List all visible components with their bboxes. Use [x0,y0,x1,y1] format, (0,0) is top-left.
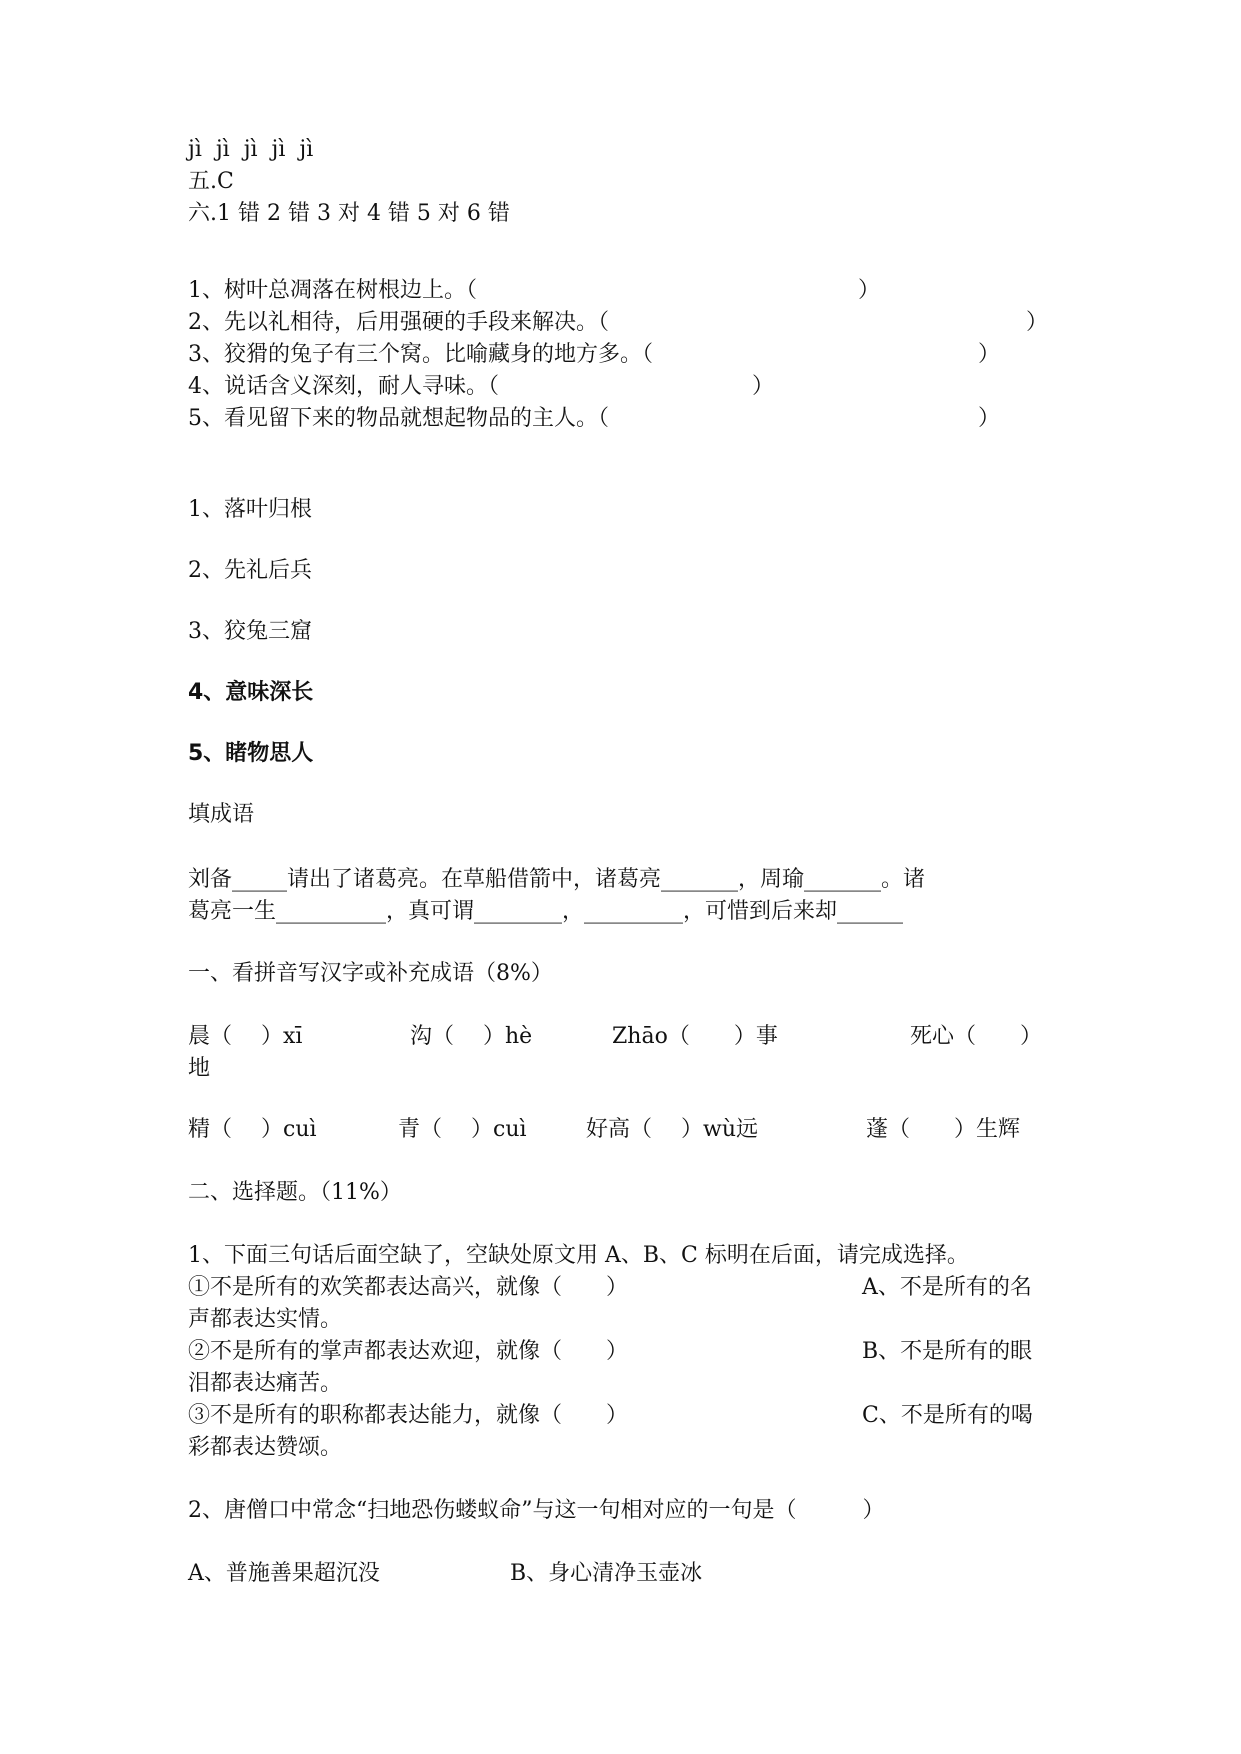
question-1-option: B、不是所有的眼 [862,1339,1033,1364]
definition-line: 4、说话含义深刻，耐人寻味。（ [188,374,499,399]
fill-paragraph-line: 刘备_____请出了诸葛亮。在草船借箭中，诸葛亮_______，周瑜_______。诸 [188,867,926,892]
pinyin-item: 晨（ ）xī [188,1024,303,1049]
pinyin-item: 青（ ）cuì [398,1117,527,1142]
pinyin-item-wrap: 地 [188,1056,211,1081]
question-2-option-a: A、普施善果超沉没 [188,1561,380,1586]
question-1-option: A、不是所有的名 [862,1275,1032,1300]
question-1-option-wrap: 泪都表达痛苦。 [188,1371,343,1396]
idiom-answer: 4、意味深长 [188,680,314,705]
question-2: 2、唐僧口中常念“扫地恐伤蝼蚁命”与这一句相对应的一句是（ ） [188,1498,885,1523]
definition-close-paren: ） [1026,310,1049,335]
answer-five: 五.C [188,169,234,194]
definition-close-paren: ） [752,374,775,399]
section1-title: 一、看拼音写汉字或补充成语（8%） [188,961,553,986]
question-1-option-wrap: 彩都表达赞颂。 [188,1435,343,1460]
definition-line: 2、先以礼相待，后用强硬的手段来解决。（ [188,310,609,335]
answer-six: 六.1 错 2 错 3 对 4 错 5 对 6 错 [188,201,510,226]
idiom-answer: 1、落叶归根 [188,497,312,522]
fill-title: 填成语 [188,802,255,827]
pinyin-item: 好高（ ）wù远 [586,1117,758,1142]
definition-line: 1、树叶总凋落在树根边上。（ [188,278,477,303]
question-1-option-wrap: 声都表达实情。 [188,1307,343,1332]
pinyin-item: 蓬（ ）生辉 [866,1117,1021,1142]
section2-title: 二、选择题。（11%） [188,1180,402,1205]
question-1-intro: 1、下面三句话后面空缺了，空缺处原文用 A、B、C 标明在后面，请完成选择。 [188,1243,969,1268]
definition-close-paren: ） [978,342,1001,367]
definition-close-paren: ） [978,406,1001,431]
definition-close-paren: ） [858,278,881,303]
definition-line: 5、看见留下来的物品就想起物品的主人。（ [188,406,609,431]
fill-paragraph-line: 葛亮一生__________，真可谓________，_________，可惜到后来却______ [188,899,904,924]
question-1-item: ①不是所有的欢笑都表达高兴，就像（ ） [188,1275,629,1300]
idiom-answer: 5、睹物思人 [188,741,314,766]
question-1-option: C、不是所有的喝 [862,1403,1033,1428]
question-1-item: ③不是所有的职称都表达能力，就像（ ） [188,1403,629,1428]
idiom-answer: 2、先礼后兵 [188,558,312,583]
pinyin-answers: jì jì jì jì jì [188,137,314,162]
definition-line: 3、狡猾的兔子有三个窝。比喻藏身的地方多。（ [188,342,653,367]
pinyin-item: 死心（ ） [910,1024,1043,1049]
pinyin-item: Zhāo（ ）事 [612,1024,778,1049]
idiom-answer: 3、狡兔三窟 [188,619,312,644]
pinyin-item: 精（ ）cuì [188,1117,317,1142]
pinyin-item: 沟（ ）hè [410,1024,533,1049]
question-1-item: ②不是所有的掌声都表达欢迎，就像（ ） [188,1339,629,1364]
question-2-option-b: B、身心清净玉壶冰 [510,1561,703,1586]
